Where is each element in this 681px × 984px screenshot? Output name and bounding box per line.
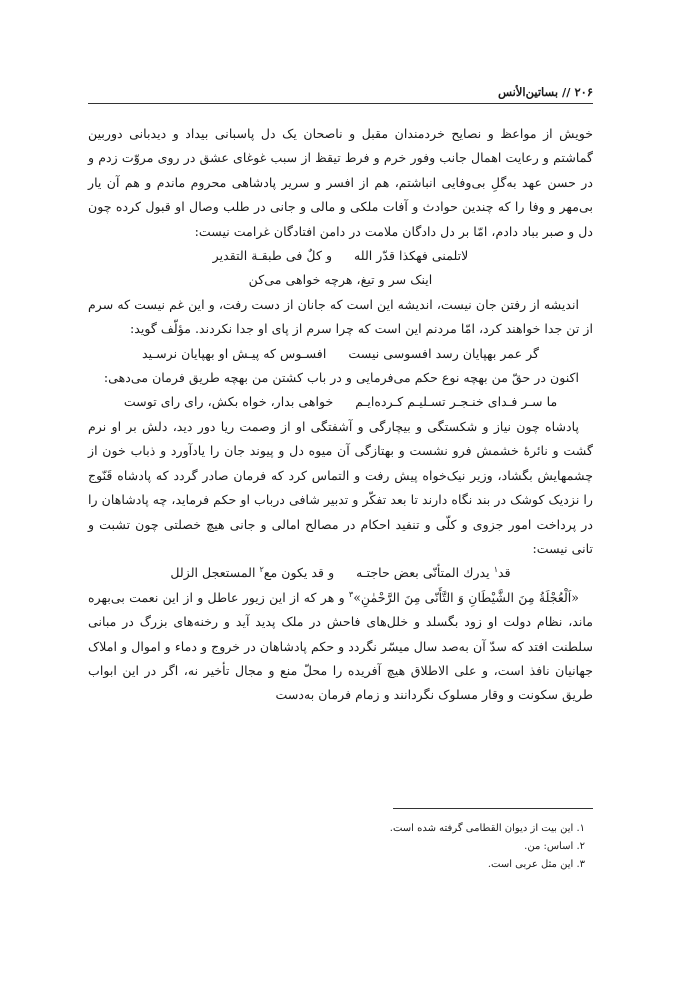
verse-word: و قد یکون مع <box>263 565 335 581</box>
verse-couplet <box>88 390 593 414</box>
paragraph: خویش از مواعظ و نصایح خردمندان مقبل و ناصحان یک دل پاسبانی بیداد و دیدبانی دوربین گماشتم و رعایت اهمال جانب وفور خرم و فرط تیقظ از سبب غوغای عشق در روی مروّت زدم و در حسن عهد به‌گلِ بی‌وفایی انباشتم، هم از افسر و سریر پادشاهی محروم ماندم و هم آن یار بی‌مهر و وفا را که چندین حوادث و آفات ملکی و مالی و جانی در طلب وصال او قبول کرده چون دل و صبر بباد دادم، امّا بر دل دادگان ملامت در دامن افتادگان غرامت نیست: <box>88 126 593 239</box>
verse-word: قد <box>497 565 511 581</box>
footnotes <box>165 820 585 874</box>
verse-line: اینک سر و تیغ، هرچه خواهی می‌کن <box>248 272 433 288</box>
footnote-marker: ۳ <box>348 589 354 599</box>
hemistich <box>356 561 510 585</box>
paragraph: اکنون در حقّ من بهچه نوع حکم می‌فرمایی و در باب کشتن من بهچه طریق فرمان می‌دهی: <box>103 370 579 386</box>
footnote-marker: ۲ <box>259 565 264 575</box>
hemistich: و کلٌ فی طبقـة التقدیر <box>212 248 333 264</box>
hemistich: گر عمر بهپایان رسد افسوسی نیست <box>348 345 540 361</box>
main-text <box>88 122 593 708</box>
footnote: ۲. اساس: من. <box>524 841 585 852</box>
arabic-proverb: «اَلْعُجْلَةُ مِنَ الشَّیْطَانِ وَ التَّأَنّی مِنَ الرَّحْمٰنِ» <box>353 589 579 605</box>
hemistich: خواهی بدار، خواه بکش، رای رای توست <box>123 394 334 410</box>
footnote: ۳. این مثل عربی است. <box>487 859 585 870</box>
running-title: بساتین‌الأنس <box>498 85 559 99</box>
hemistich <box>170 561 334 585</box>
verse-couplet <box>88 561 593 585</box>
footnote-rule <box>393 808 593 809</box>
verse-word: یدرك المتأنّی بعض حاجتـه <box>356 565 490 581</box>
header-separator: // <box>562 85 571 99</box>
running-header <box>88 82 593 102</box>
verse-couplet <box>88 244 593 268</box>
verse-couplet <box>88 342 593 366</box>
paragraph <box>88 586 593 708</box>
header-rule <box>88 103 593 104</box>
footnote: ۱. این بیت از دیوان القطامی گرفته شده است. <box>389 823 585 834</box>
hemistich: افسـوس که پیـش او بهپایان نرسـید <box>141 345 327 361</box>
verse-word: المستعجل الزلل <box>170 565 256 581</box>
hemistich: ما سـر فـدای خنـجـر تسـلیـم کـرده‌ایـم <box>355 394 558 410</box>
paragraph: پادشاه چون نیاز و شکستگی و بیچارگی و آشفتگی او از وصمت ریا دور دید، دلش بر او نرم گشت و نائرهٔ خشمش فرو نشست و بهتازگی آن میوه دل و پیوند جان را یادآورد و ذباب خون از چشمهایش بگشاد، وزیر نیک‌خواه پیش رفت و التماس کرد که فرمان صادر گردد که پادشاه قَنّوج را نزدیک کوشک در بند نگاه دارند تا بعد تفکّر و تدبیر شافی درباب او حکم فرماید، چه پادشاهان را در پرداخت امور جزوی و کلّی و تنفید احکام در مصالح امالی و جانی هیچ خصلتی چون تشبت و تانی نیست: <box>88 418 593 556</box>
paragraph: اندیشه از رفتن جان نیست، اندیشه این است که جانان از دست رفت، و این غم نیست که سرم از تن جدا خواهند کرد، امّا مردنم این است که چرا سرم از پای او جدا نکردند. مؤلّف گوید: <box>88 296 593 337</box>
footnote-marker: ۱ <box>493 565 498 575</box>
hemistich: لاتلمنی فهکذا قدّر الله <box>354 248 469 264</box>
page-number: ۲۰۶ <box>574 85 593 99</box>
paragraph-text: و هر که از این زیور عاطل و از این نعمت بی‌بهره ماند، نظام دولت او زود بگسلد و خلل‌های فاحش در ملک پدید آید و رخنه‌های بزرگ در مبانی سلطنت افتد که سدّ آن به‌صد سال میسّر نگردد و حکم پادشاهان در خروج و دماء و اموال و املاک جهانیان نافذ است، و علی الاطلاق هیچ آفریده را محلّ منع و مجال تأخیر نه، اگر در این ابواب طریق سکونت و وقار مسلوک نگردانند و زمام فرمان به‌دست <box>88 589 593 703</box>
